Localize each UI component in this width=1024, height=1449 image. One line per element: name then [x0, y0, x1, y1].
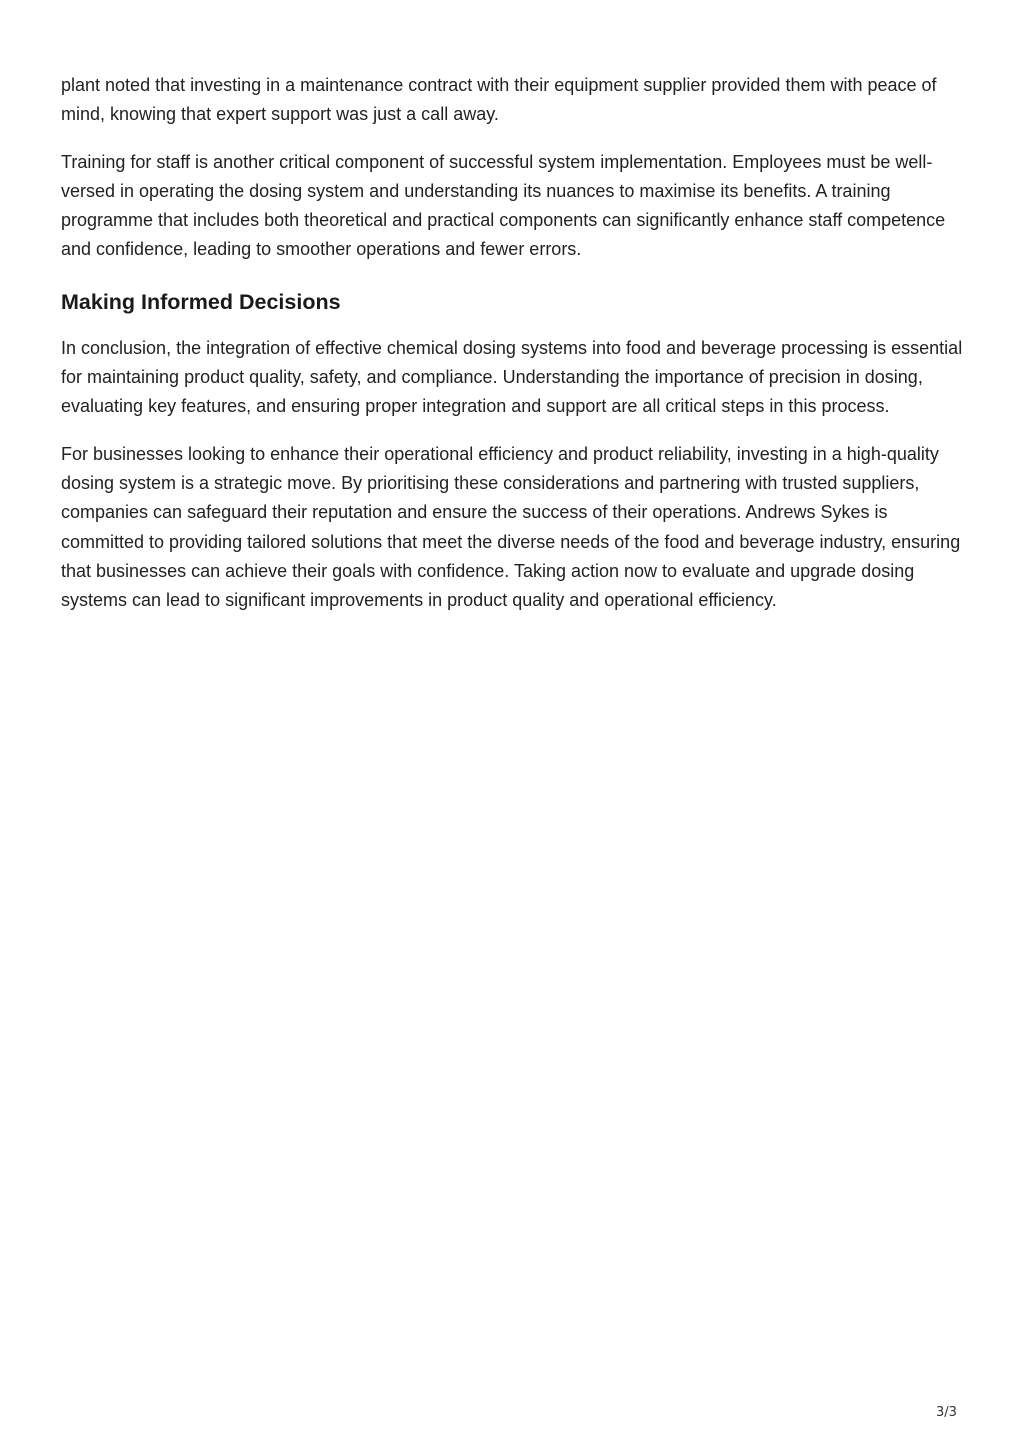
document-body: [61, 71, 966, 633]
page-number: 3/3: [936, 1405, 957, 1420]
paragraph-conclusion: In conclusion, the integration of effective chemical dosing systems into food and beverage processing is essential for maintaining product quality, safety, and compliance. Understanding the importance of precision in dosing, evaluating key features, and ensuring proper integration and support are all critical steps in this process.: [61, 337, 963, 417]
paragraph-staff-training: Training for staff is another critical component of successful system implementation. Employees must be well-versed in operating the dosing system and understanding its nuances to maximise its benefits. A training programme that includes both theoretical and practical components can significantly enhance staff competence and confidence, leading to smoother operations and fewer errors.: [61, 151, 946, 260]
paragraph-call-to-action: For businesses looking to enhance their operational efficiency and product reliability, investing in a high-quality dosing system is a strategic move. By prioritising these considerations and partnering with trusted suppliers, companies can safeguard their reputation and ensure the success of their operations. Andrews Sykes is committed to providing tailored solutions that meet the diverse needs of the food and beverage industry, ensuring that businesses can achieve their goals with confidence. Taking action now to evaluate and upgrade dosing systems can lead to significant improvements in product quality and operational efficiency.: [61, 443, 961, 611]
section-heading: Making Informed Decisions: [61, 289, 341, 314]
paragraph-maintenance-contract: plant noted that investing in a maintenance contract with their equipment supplier provided them with peace of mind, knowing that expert support was just a call away.: [61, 75, 937, 125]
